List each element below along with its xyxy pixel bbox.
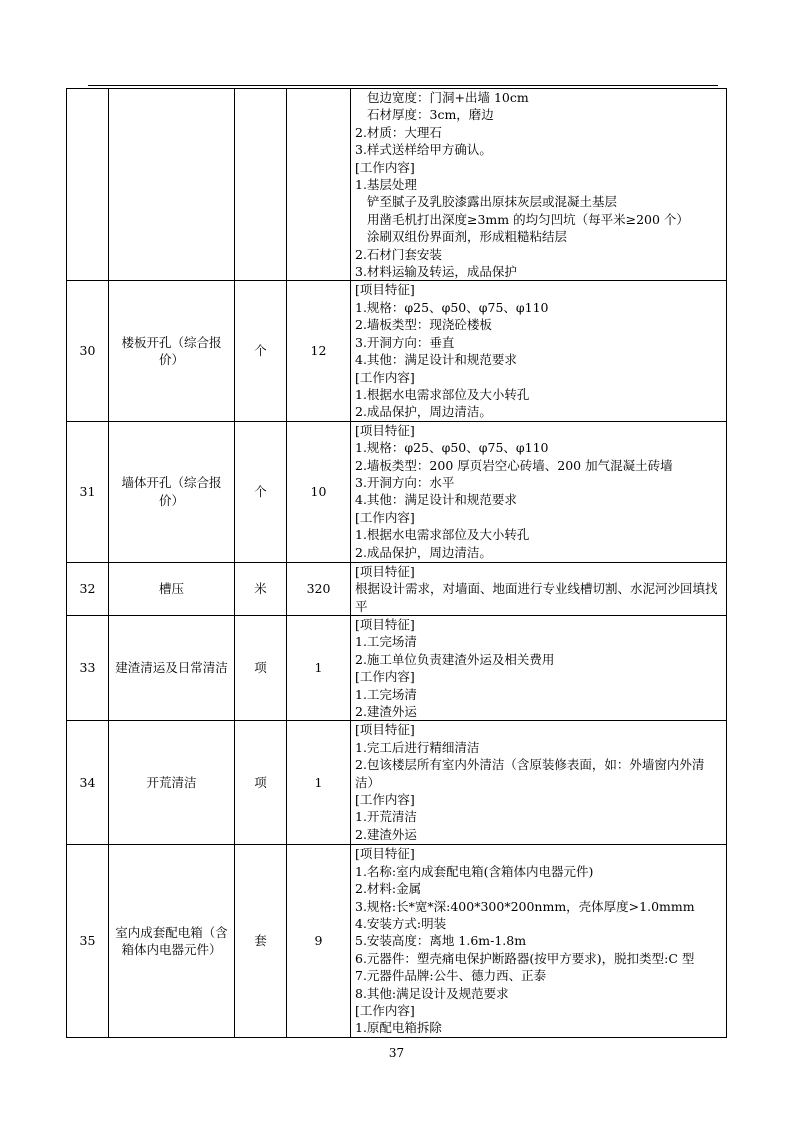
item-quantity-text: 12	[310, 343, 327, 359]
item-unit-cell	[235, 615, 287, 720]
description-line: 1.工完场清	[355, 686, 417, 702]
item-name-cell	[109, 845, 235, 1037]
item-description-cell	[351, 615, 727, 720]
page-number: 37	[388, 1046, 405, 1060]
item-name-text: 建渣清运及日常清洁	[115, 660, 228, 676]
table-row	[67, 721, 727, 845]
description-line: [工作内容]	[355, 1003, 415, 1019]
item-name-text: 开荒清洁	[146, 775, 197, 791]
description-line: 1.完工后进行精细清洁	[355, 739, 480, 755]
item-number-cell	[67, 721, 109, 845]
bill-of-quantities-table	[66, 88, 727, 1038]
item-unit-cell	[235, 421, 287, 562]
item-quantity-text: 1	[314, 660, 323, 676]
item-unit-cell	[235, 562, 287, 615]
description-line: 2.材料:金属	[355, 881, 422, 897]
description-line: 7.元器件品牌:公牛、德力西、正泰	[355, 968, 547, 984]
item-quantity-cell	[287, 562, 351, 615]
item-name-cell	[109, 421, 235, 562]
description-line: 3.开洞方向：垂直	[355, 334, 455, 350]
item-number-text: 35	[79, 933, 96, 949]
item-name-cell	[109, 721, 235, 845]
item-quantity-text: 10	[310, 484, 327, 500]
item-unit-cell	[235, 89, 287, 281]
description-line: 1.原配电箱拆除	[355, 1020, 442, 1036]
description-line: 1.基层处理	[355, 177, 417, 193]
item-quantity-text: 1	[314, 775, 323, 791]
item-name-text: 室内成套配电箱（含箱体内电器元件）	[115, 924, 228, 958]
description-line: 1.名称:室内成套配电箱(含箱体内电器元件)	[355, 863, 594, 879]
description-line: [工作内容]	[355, 159, 415, 175]
item-unit-text: 个	[254, 484, 267, 500]
item-quantity-cell	[287, 281, 351, 421]
description-line: 2.石材门套安装	[355, 246, 442, 262]
table-row	[67, 845, 727, 1037]
item-number-text: 30	[79, 343, 96, 359]
description-line: [项目特征]	[355, 722, 415, 738]
table-row	[67, 281, 727, 421]
item-name-text: 楼板开孔（综合报价）	[121, 334, 222, 368]
item-number-cell	[67, 89, 109, 281]
item-name-text: 墙体开孔（综合报价）	[121, 475, 222, 508]
description-line: 2.包该楼层所有室内外清洁（含原装修表面，如：外墙窗内外清洁）	[355, 757, 705, 790]
description-line: 1.根据水电需求部位及大小转孔	[355, 386, 530, 402]
description-line: 2.材质：大理石	[355, 124, 442, 140]
description-line: [项目特征]	[355, 563, 415, 579]
item-name-cell	[109, 615, 235, 720]
item-quantity-cell	[287, 421, 351, 562]
item-unit-text: 项	[254, 660, 267, 676]
item-description-cell	[351, 562, 727, 615]
description-line: [项目特征]	[355, 422, 415, 438]
description-line: 1.工完场清	[355, 634, 417, 650]
item-quantity-text: 320	[306, 581, 331, 597]
description-line: 2.建渣外运	[355, 703, 417, 719]
description-line: 4.安装方式:明装	[355, 916, 447, 931]
item-quantity-cell	[287, 721, 351, 845]
item-number-cell	[67, 421, 109, 562]
item-quantity-cell	[287, 845, 351, 1037]
table-row	[67, 562, 727, 615]
description-line: 1.规格：φ25、φ50、φ75、φ110	[355, 299, 549, 315]
description-line: 2.建渣外运	[355, 826, 417, 842]
description-line: 3.规格:长*宽*深:400*300*200nmm，壳体厚度>1.0mmm	[355, 898, 695, 914]
description-line: 用凿毛机打出深度≥3mm 的均匀凹坑（每平米≥200 个）	[367, 211, 689, 227]
item-description-cell	[351, 845, 727, 1037]
item-unit-text: 套	[254, 933, 267, 949]
description-line: [工作内容]	[355, 509, 415, 525]
description-line: [项目特征]	[355, 846, 415, 862]
item-number-text: 34	[79, 775, 96, 791]
item-name-text: 槽压	[158, 581, 184, 597]
description-line: 4.其他：满足设计和规范要求	[355, 492, 517, 508]
item-name-cell	[109, 281, 235, 421]
description-line: 6.元器件：塑壳痛电保护断路器(按甲方要求)，脱扣类型:C 型	[355, 950, 695, 966]
description-line: [项目特征]	[355, 282, 415, 298]
item-number-cell	[67, 281, 109, 421]
description-line: 3.材料运输及转运，成品保护	[355, 264, 517, 280]
description-line: 2.成品保护，周边清洁。	[355, 404, 492, 420]
item-unit-cell	[235, 721, 287, 845]
item-description-cell	[351, 281, 727, 421]
item-number-text: 32	[79, 581, 96, 597]
table-body	[67, 89, 727, 1038]
table-row	[67, 615, 727, 720]
description-line: 2.施工单位负责建渣外运及相关费用	[355, 651, 555, 667]
item-quantity-cell	[287, 89, 351, 281]
description-line: 涂刷双组份界面剂，形成粗糙粘结层	[367, 229, 568, 245]
description-line: 5.安装高度：离地 1.6m-1.8m	[355, 933, 527, 949]
item-unit-text: 个	[254, 343, 267, 359]
item-unit-cell	[235, 845, 287, 1037]
header-rule	[88, 85, 718, 86]
description-line: 包边宽度：门洞+出墙 10cm	[367, 90, 529, 105]
item-number-cell	[67, 562, 109, 615]
description-line: [工作内容]	[355, 369, 415, 385]
description-line: 2.成品保护，周边清洁。	[355, 544, 492, 560]
description-line: 4.其他：满足设计和规范要求	[355, 352, 517, 368]
item-description-cell	[351, 721, 727, 845]
item-number-text: 33	[79, 660, 96, 676]
description-line: 铲至腻子及乳胶漆露出原抹灰层或混凝土基层	[367, 194, 618, 210]
item-name-cell	[109, 562, 235, 615]
table-row	[67, 89, 727, 281]
description-line: 1.规格：φ25、φ50、φ75、φ110	[355, 440, 549, 456]
description-line: [工作内容]	[355, 669, 415, 685]
item-unit-text: 项	[254, 775, 267, 791]
item-quantity-text: 9	[314, 933, 323, 949]
item-quantity-cell	[287, 615, 351, 720]
item-number-cell	[67, 615, 109, 720]
description-line: 1.开荒清洁	[355, 809, 417, 825]
item-unit-cell	[235, 281, 287, 421]
item-description-cell	[351, 89, 727, 281]
description-line: 2.墙板类型：现浇砼楼板	[355, 317, 492, 333]
description-line: 3.开洞方向：水平	[355, 474, 455, 490]
description-line: [工作内容]	[355, 792, 415, 807]
description-line: 3.样式送样给甲方确认。	[355, 142, 492, 158]
table-row	[67, 421, 727, 562]
description-line: 根据设计需求，对墙面、地面进行专业线槽切割、水泥河沙回填找平	[355, 581, 718, 614]
item-number-text: 31	[79, 484, 96, 500]
item-number-cell	[67, 845, 109, 1037]
description-line: 2.墙板类型：200 厚页岩空心砖墙、200 加气混凝土砖墙	[355, 457, 673, 473]
description-line: [项目特征]	[355, 616, 415, 632]
item-description-cell	[351, 421, 727, 562]
item-name-cell	[109, 89, 235, 281]
description-line: 8.其他:满足设计及规范要求	[355, 985, 509, 1001]
description-line: 1.根据水电需求部位及大小转孔	[355, 527, 530, 543]
description-line: 石材厚度：3cm，磨边	[367, 107, 494, 123]
item-unit-text: 米	[254, 581, 267, 597]
